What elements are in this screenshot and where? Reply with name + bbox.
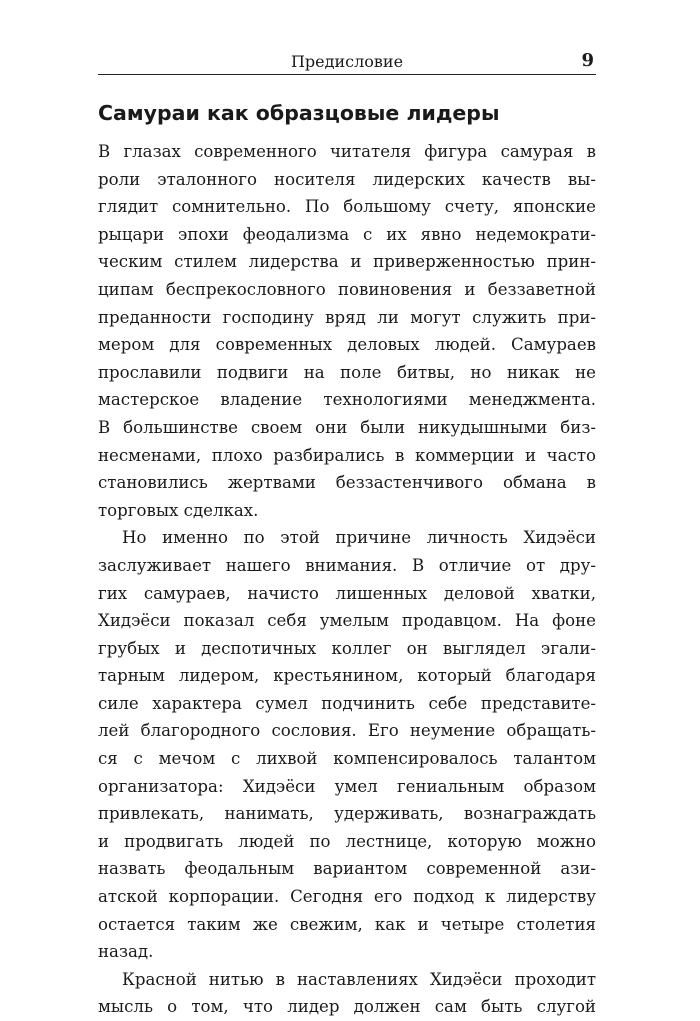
text-line: ципам беспрекословного повиновения и беззаветной <box>98 279 596 299</box>
text-line: становились жертвами беззастенчивого обмана в <box>98 473 596 493</box>
text-line: глядит сомнительно. По большому счету, японские <box>98 197 596 217</box>
text-line: организатора: Хидэёси умел гениальным образом <box>98 776 596 796</box>
text-line: прославили подвиги на поле битвы, но никак не <box>98 362 596 382</box>
text-line: В глазах современного читателя фигура самурая в <box>98 142 596 161</box>
text-line: лей благородного сословия. Его неумение обращать- <box>98 721 596 741</box>
text-line: силе характера сумел подчинить себе представите- <box>98 693 596 713</box>
text-line: несменами, плохо разбирались в коммерции и часто <box>98 445 596 465</box>
text-line: назвать феодальным вариантом современной ази- <box>98 859 596 879</box>
text-line: назад. <box>98 942 154 962</box>
text-line: атской корпорации. Сегодня его подход к лидерству <box>98 887 596 907</box>
running-title: Предисловие <box>290 52 404 71</box>
text-line: торговых сделках. <box>98 500 259 520</box>
text-line: остается таким же свежим, как и четыре столетия <box>98 914 596 934</box>
text-line: мысль о том, что лидер должен сам быть слугой <box>98 997 596 1017</box>
paragraph-3 <box>98 966 596 1021</box>
page-number: 9 <box>581 50 594 71</box>
running-header <box>98 48 596 75</box>
text-line: мастерское владение технологиями менеджмента. <box>98 390 596 410</box>
text-line: рыцари эпохи феодализма с их явно недемократи- <box>98 224 596 244</box>
text-line: тарным лидером, крестьянином, который благодаря <box>98 666 596 686</box>
text-line: ческим стилем лидерства и приверженностью прин- <box>98 252 596 272</box>
text-line: Красной нитью в наставлениях Хидэёси проходит <box>122 969 596 989</box>
text-line: ся с мечом с лихвой компенсировалось талантом <box>98 749 596 769</box>
text-line: и продвигать людей по лестнице, которую можно <box>98 831 596 851</box>
text-line: В большинстве своем они были никудышными биз- <box>98 417 596 437</box>
section-heading: Самураи как образцовые лидеры <box>98 101 500 125</box>
book-page <box>98 48 596 1021</box>
text-line: заслуживает нашего внимания. В отличие от дру- <box>98 555 596 575</box>
text-line: мером для современных деловых людей. Самураев <box>98 335 596 355</box>
paragraph-2 <box>98 524 596 966</box>
text-line: Но именно по этой причине личность Хидэёси <box>122 528 596 548</box>
text-line: роли эталонного носителя лидерских качеств вы- <box>98 169 596 189</box>
text-line: преданности господину вряд ли могут служить при- <box>98 307 596 327</box>
text-line: гих самураев, начисто лишенных деловой хватки, <box>98 583 596 603</box>
text-line: привлекать, нанимать, удерживать, вознаграждать <box>98 804 596 824</box>
text-line: грубых и деспотичных коллег он выглядел эгали- <box>98 638 596 658</box>
paragraph-1 <box>98 138 596 524</box>
text-line: Хидэёси показал себя умелым продавцом. На фоне <box>98 611 596 631</box>
